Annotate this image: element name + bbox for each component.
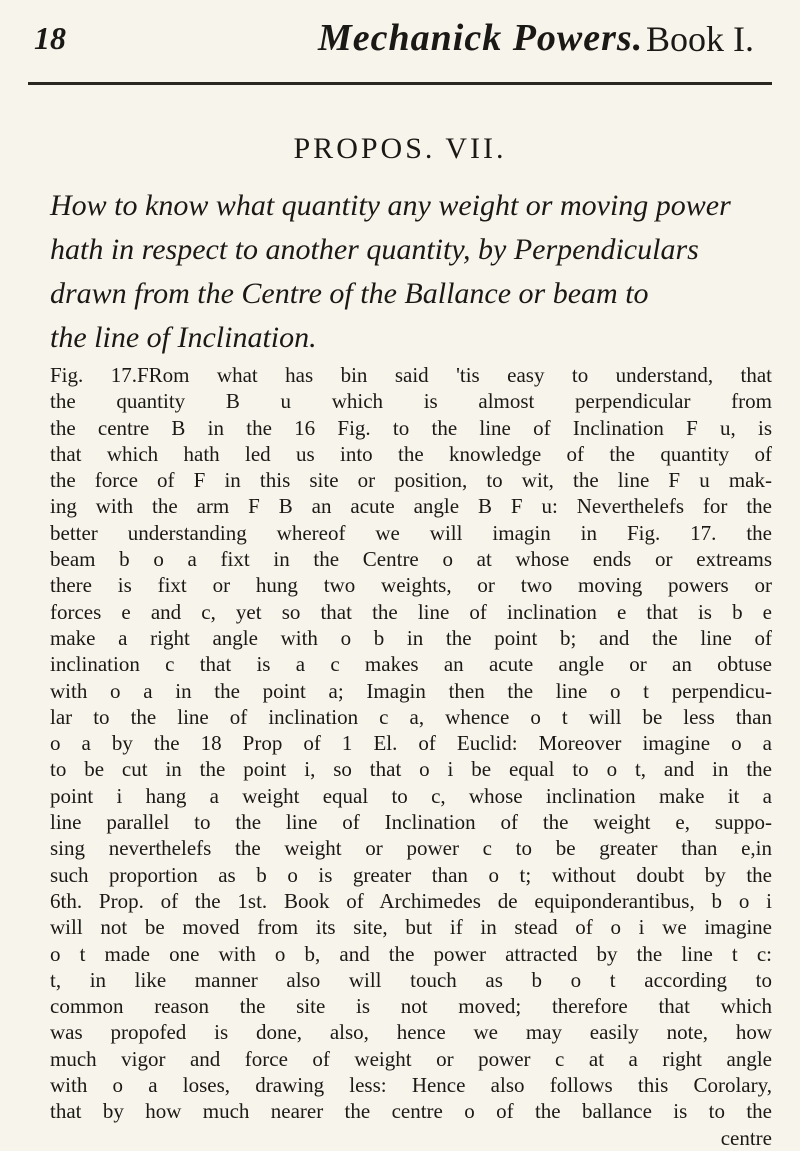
body-line: with o a in the point a; Imagin then the line o t perpendicu-: [50, 678, 772, 703]
body-line: 6th. Prop. of the 1st. Book of Archimedes de equiponderantibus, b o i: [50, 888, 772, 913]
body-line: inclination c that is a c makes an acute angle or an obtuse: [50, 652, 772, 677]
subheading-line: hath in respect to another quantity, by Perpendiculars: [50, 233, 699, 266]
body-line: o a by the 18 Prop of 1 El. of Euclid: Moreover imagine o a: [50, 731, 772, 756]
body-line: to be cut in the point i, so that o i be equal to o t, and in the: [50, 757, 772, 782]
book-label: Book I.: [646, 19, 754, 59]
proposition-subheading: [50, 184, 770, 360]
body-line: common reason the site is not moved; therefore that which: [50, 994, 772, 1019]
body-line: line parallel to the line of Inclination of the weight e, suppo-: [50, 810, 772, 835]
running-title: Mechanick Powers.: [318, 17, 644, 59]
body-line: the force of F in this site or position, to wit, the line F u mak-: [50, 468, 772, 493]
body-line: t, in like manner also will touch as b o t according to: [50, 967, 772, 992]
body-line: beam b o a fixt in the Centre o at whose ends or extreams: [50, 547, 772, 572]
subheading-line: drawn from the Centre of the Ballance or beam to: [50, 277, 649, 310]
body-line: that which hath led us into the knowledge of the quantity of: [50, 441, 772, 466]
body-line: better understanding whereof we will imagin in Fig. 17. the: [50, 520, 772, 545]
body-line: lar to the line of inclination c a, whence o t will be less than: [50, 704, 772, 729]
body-line: was propofed is done, also, hence we may easily note, how: [50, 1020, 772, 1045]
page-number: 18: [34, 20, 66, 56]
body-line: there is fixt or hung two weights, or two moving powers or: [50, 573, 772, 598]
body-line: much vigor and force of weight or power c at a right angle: [50, 1046, 772, 1071]
proposition-heading: PROPOS. VII.: [293, 132, 507, 165]
body-line: will not be moved from its site, but if in stead of o i we imagine: [50, 915, 772, 940]
body-text: [50, 362, 772, 1151]
body-line: with o a loses, drawing less: Hence also follows this Corolary,: [50, 1073, 772, 1098]
body-line: the centre B in the 16 Fig. to the line of Inclination F u, is: [50, 415, 772, 440]
body-line: o t made one with o b, and the power attracted by the line t c:: [50, 941, 772, 966]
body-line: make a right angle with o b in the point b; and the line of: [50, 625, 772, 650]
body-line: that by how much nearer the centre o of the ballance is to the: [50, 1099, 772, 1124]
body-line: Fig. 17.FRom what has bin said 'tis easy to understand, that: [50, 363, 772, 387]
body-line: point i hang a weight equal to c, whose inclination make it a: [50, 783, 772, 808]
body-line: ing with the arm F B an acute angle B F u: Neverthelefs for the: [50, 494, 772, 519]
catchword: centre: [720, 1125, 772, 1150]
body-line: sing neverthelefs the weight or power c to be greater than e,in: [50, 836, 772, 861]
header-rule: [28, 82, 772, 85]
body-line: such proportion as b o is greater than o t; without doubt by the: [50, 862, 772, 887]
body-line: forces e and c, yet so that the line of inclination e that is b e: [50, 599, 772, 624]
body-line: the quantity B u which is almost perpendicular from: [50, 389, 772, 414]
subheading-line: How to know what quantity any weight or moving power: [50, 189, 731, 222]
subheading-line: the line of Inclination.: [50, 321, 317, 354]
running-head: [28, 14, 772, 74]
